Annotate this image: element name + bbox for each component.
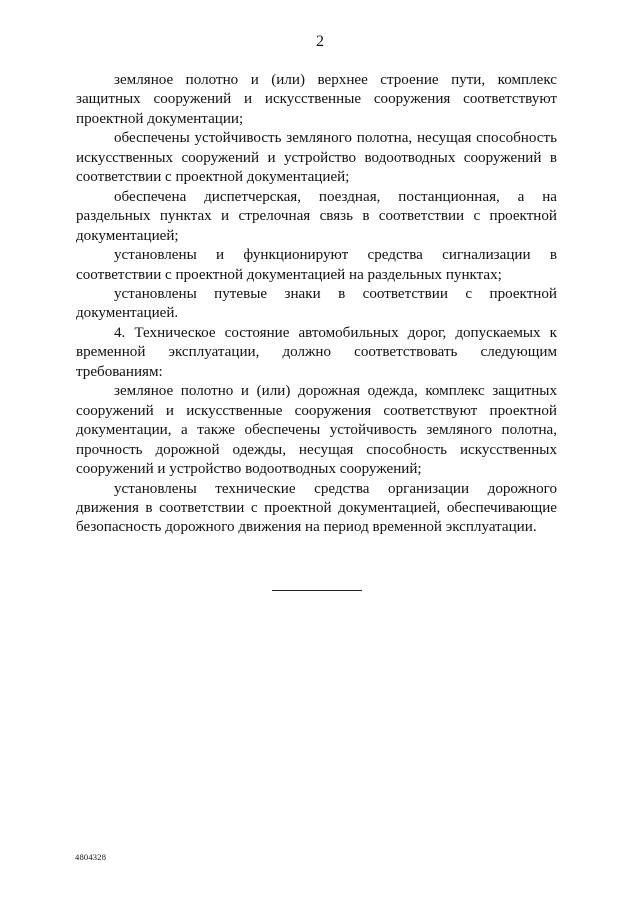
document-body — [76, 71, 557, 538]
paragraph-signaling: установлены и функционируют средства сигнализации в соответствии с проектной документацией на раздельных пунктах; — [76, 247, 557, 283]
paragraph-section-4-roads: 4. Техническое состояние автомобильных дорог, допускаемых к временной эксплуатации, должно соответствовать следующим требованиям: — [76, 324, 557, 380]
paragraph-railway-roadbed: земляное полотно и (или) верхнее строение пути, комплекс защитных сооружений и искусственные сооружения соответствуют проектной документации; — [76, 72, 557, 127]
paragraph-track-signs: установлены путевые знаки в соответствии с проектной документацией. — [76, 285, 557, 322]
paragraph-traffic-management: установлены технические средства организации дорожного движения в соответствии с проектной документацией, обеспечивающие безопасность дорожного движения на период временной эксплуатации. — [76, 480, 557, 536]
paragraph-communications: обеспечена диспетчерская, поездная, постанционная, а на раздельных пунктах и стрелочная связь в соответствии с проектной документацией; — [76, 188, 557, 244]
paragraph-roadbed-stability: обеспечены устойчивость земляного полотна, несущая способность искусственных сооружений и устройство водоотводных сооружений в соответствии с проектной документацией; — [76, 130, 557, 186]
paragraph-road-pavement: земляное полотно и (или) дорожная одежда, комплекс защитных сооружений и искусственные сооружения соответствуют проектной документации, а также обеспечены устойчивость земляного полотна, прочность дорожной одежды, несущая способность искусственных сооружений и устройство водоотводных сооружений; — [76, 383, 557, 478]
page-number: 2 — [316, 33, 324, 50]
document-code: 4804328 — [75, 852, 107, 862]
end-separator-line — [272, 590, 362, 591]
